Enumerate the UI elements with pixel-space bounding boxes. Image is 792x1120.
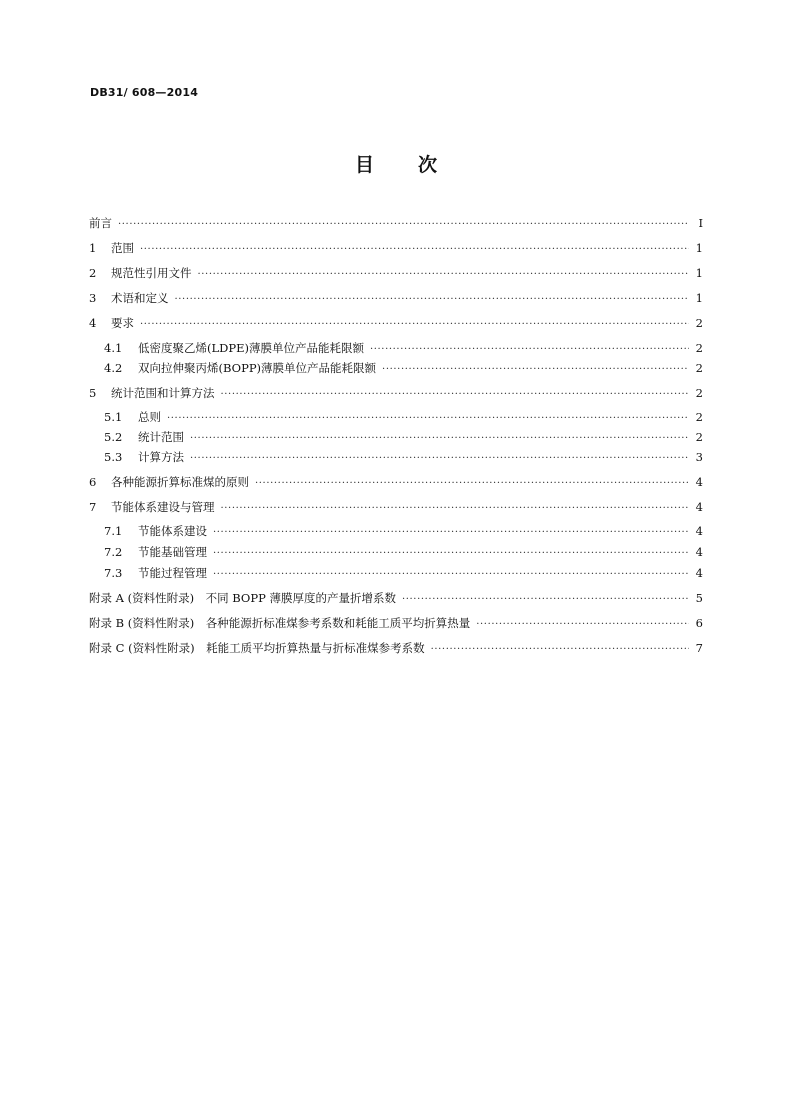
toc-entry[interactable] — [89, 500, 703, 516]
toc-entry[interactable] — [89, 475, 703, 491]
page-title — [0, 150, 792, 177]
toc-dot-leader — [190, 451, 689, 466]
toc-entry-page: I — [698, 216, 703, 230]
toc-entry-label: 前言 — [89, 216, 112, 230]
toc-entry-label: 总则 — [138, 410, 161, 424]
toc-dot-leader — [402, 592, 689, 607]
toc-entry-number: 3 — [89, 291, 97, 305]
title-char-1: 目 — [354, 154, 374, 176]
toc-dot-leader — [140, 242, 689, 257]
toc-dot-leader — [175, 292, 690, 307]
toc-entry[interactable] — [89, 524, 703, 540]
toc-entry-number: 5.1 — [104, 410, 123, 424]
toc-entry-label: 节能体系建设与管理 — [111, 500, 215, 514]
toc-dot-leader — [213, 525, 689, 540]
toc-dot-leader — [476, 617, 689, 632]
toc-entry-number: 7 — [89, 500, 97, 514]
toc-entry-number: 4.2 — [104, 361, 123, 375]
toc-dot-leader — [221, 387, 690, 402]
toc-entry-label: 附录 C (资料性附录) 耗能工质平均折算热量与折标准煤参考系数 — [89, 641, 425, 655]
toc-entry-page: 2 — [695, 410, 703, 424]
toc-entry[interactable] — [89, 266, 703, 282]
toc-entry[interactable] — [89, 291, 703, 307]
toc-entry-number: 5 — [89, 386, 97, 400]
title-char-2: 次 — [418, 154, 438, 176]
toc-dot-leader — [431, 642, 689, 657]
toc-entry[interactable] — [89, 241, 703, 257]
toc-dot-leader — [140, 317, 689, 332]
toc-entry[interactable] — [89, 216, 703, 232]
toc-entry-number: 7.1 — [104, 524, 123, 538]
toc-entry-number: 4.1 — [104, 341, 123, 355]
toc-dot-leader — [255, 476, 689, 491]
toc-entry-label: 双向拉伸聚丙烯(BOPP)薄膜单位产品能耗限额 — [138, 361, 377, 375]
toc-entry-label: 范围 — [111, 241, 134, 255]
toc-entry-page: 4 — [695, 475, 703, 489]
document-code: DB31/ 608—2014 — [90, 86, 199, 99]
toc-entry-number: 1 — [89, 241, 97, 255]
toc-entry-label: 附录 A (资料性附录) 不同 BOPP 薄膜厚度的产量折增系数 — [89, 591, 396, 605]
toc-entry-number: 7.2 — [104, 545, 123, 559]
toc-entry-page: 4 — [695, 500, 703, 514]
toc-entry-page: 6 — [695, 616, 703, 630]
toc-entry-number: 6 — [89, 475, 97, 489]
toc-entry-number: 5.2 — [104, 430, 123, 444]
toc-entry-page: 4 — [695, 566, 703, 580]
toc-entry-page: 3 — [695, 450, 703, 464]
toc-dot-leader — [382, 362, 689, 377]
toc-entry-label: 术语和定义 — [111, 291, 169, 305]
toc-entry-page: 4 — [695, 545, 703, 559]
toc-dot-leader — [213, 567, 689, 582]
toc-entry[interactable] — [89, 341, 703, 357]
toc-entry[interactable] — [89, 316, 703, 332]
toc-dot-leader — [198, 267, 690, 282]
toc-entry-label: 规范性引用文件 — [111, 266, 192, 280]
toc-entry-label: 节能体系建设 — [138, 524, 207, 538]
toc-entry[interactable] — [89, 566, 703, 582]
toc-entry-number: 4 — [89, 316, 97, 330]
toc-entry-page: 7 — [695, 641, 703, 655]
toc-entry[interactable] — [89, 430, 703, 446]
toc-entry[interactable] — [89, 591, 703, 607]
toc-entry-page: 5 — [695, 591, 703, 605]
toc-entry-label: 统计范围 — [138, 430, 184, 444]
toc-entry-label: 各种能源折算标准煤的原则 — [111, 475, 249, 489]
toc-entry-number: 2 — [89, 266, 97, 280]
toc-dot-leader — [118, 217, 689, 232]
toc-entry[interactable] — [89, 616, 703, 632]
toc-entry[interactable] — [89, 641, 703, 657]
toc-entry-page: 4 — [695, 524, 703, 538]
toc-entry-page: 2 — [695, 341, 703, 355]
toc-entry[interactable] — [89, 450, 703, 466]
toc-entry-label: 要求 — [111, 316, 134, 330]
toc-entry-label: 节能基础管理 — [138, 545, 207, 559]
toc-entry-label: 节能过程管理 — [138, 566, 207, 580]
toc-dot-leader — [213, 546, 689, 561]
toc-entry[interactable] — [89, 386, 703, 402]
toc-entry-label: 低密度聚乙烯(LDPE)薄膜单位产品能耗限额 — [138, 341, 364, 355]
toc-entry-label: 附录 B (资料性附录) 各种能源折标准煤参考系数和耗能工质平均折算热量 — [89, 616, 471, 630]
toc-dot-leader — [370, 342, 689, 357]
toc-entry-number: 7.3 — [104, 566, 123, 580]
toc-entry-page: 2 — [695, 361, 703, 375]
toc-entry[interactable] — [89, 545, 703, 561]
toc-entry-page: 1 — [695, 241, 703, 255]
toc-entry-label: 统计范围和计算方法 — [111, 386, 215, 400]
toc-dot-leader — [167, 411, 689, 426]
toc-entry-label: 计算方法 — [138, 450, 184, 464]
toc-entry-page: 1 — [695, 266, 703, 280]
toc-dot-leader — [190, 431, 689, 446]
toc-entry-page: 2 — [695, 430, 703, 444]
toc-entry-page: 2 — [695, 316, 703, 330]
toc-entry-page: 1 — [695, 291, 703, 305]
toc-entry[interactable] — [89, 410, 703, 426]
toc-entry-number: 5.3 — [104, 450, 123, 464]
toc-entry-page: 2 — [695, 386, 703, 400]
toc-dot-leader — [221, 501, 690, 516]
toc-entry[interactable] — [89, 361, 703, 377]
